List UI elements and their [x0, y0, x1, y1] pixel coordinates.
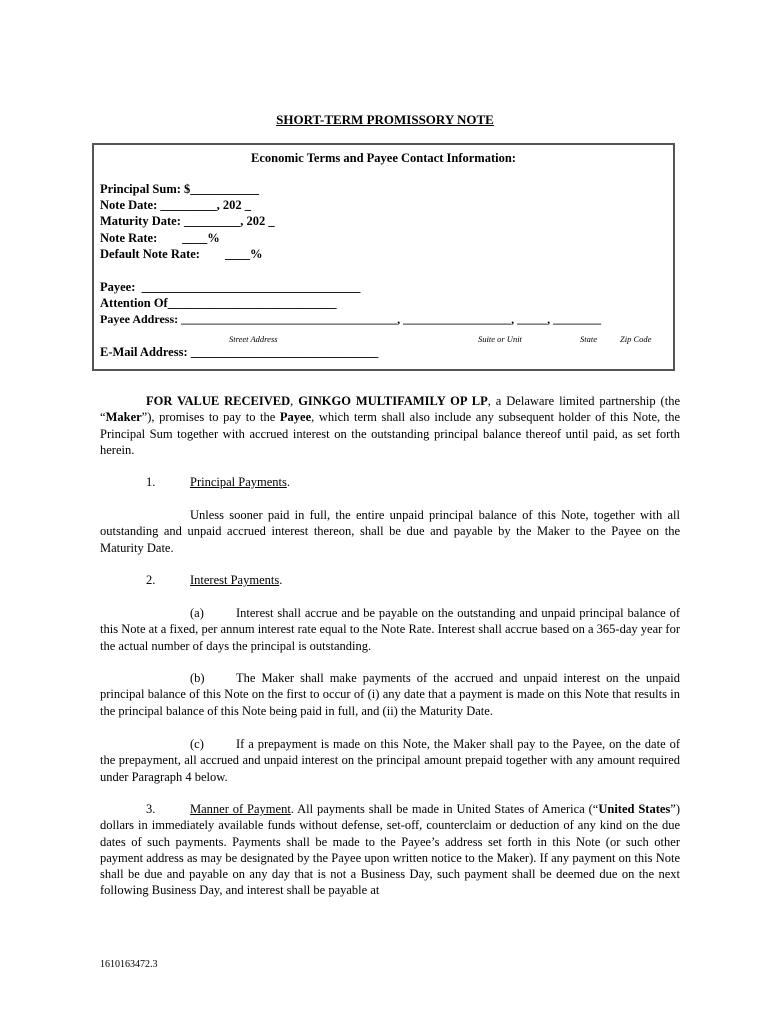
state-label: State — [580, 334, 597, 344]
section-1-paragraph: Unless sooner paid in full, the entire unpaid principal balance of this Note, together with all outstanding and unpaid accrued interest thereon, shall be due and payable by the Maker to the Payee on the Maturity Date. — [100, 508, 680, 555]
principal-sum-line: Principal Sum: $___________ — [100, 182, 260, 196]
section-3-part1: . All payments shall be made in United States of America (“ — [290, 802, 599, 816]
section-3-part2: ”) dollars in immediately available funds without defense, set-off, counterclaim or deduction of any kind on the due dates of such payments. Payments shall be made to the Payee’s address set forth in this Note (or such other payment address as may be designated by the Payee upon written notice to the Maker). If any payment on this Note shall be due and payable on any day that is not a Business Day, such payment shall be deemed due on the next following Business Day, and interest shall be payable at — [100, 802, 680, 898]
payee-address-line: Payee Address: ____________________________________, __________________, _____, ________ — [100, 312, 602, 326]
section-2a-paragraph: Interest shall accrue and be payable on the outstanding and unpaid principal balance of this Note at a fixed, per annum interest rate equal to the Note Rate. Interest shall accrue based on a 365-day year for the actual number of days the principal is outstanding. — [100, 606, 680, 653]
payee-defined-term: Payee — [279, 410, 312, 425]
united-states-defined-term: United States — [598, 802, 671, 816]
attention-line: Attention Of___________________________ — [100, 296, 337, 310]
section-3-number: 3. — [146, 802, 156, 816]
section-1-heading — [190, 474, 290, 490]
document-id-footer: 1610163472.3 — [100, 959, 158, 970]
section-2-heading — [190, 572, 282, 588]
section-3-paragraph — [100, 801, 680, 899]
for-value-received: FOR VALUE RECEIVED — [146, 394, 291, 408]
section-2-title: Interest Payments — [190, 573, 280, 587]
street-address-label: Street Address — [229, 334, 278, 344]
section-2-period: . — [279, 573, 283, 587]
section-2c-label: (c) — [190, 737, 204, 751]
preamble-paragraph — [100, 393, 680, 458]
zip-code-label: Zip Code — [620, 334, 652, 344]
suite-unit-label: Suite or Unit — [478, 334, 522, 344]
section-2-number: 2. — [146, 573, 156, 587]
section-2a-label: (a) — [190, 606, 204, 620]
preamble-part3: , which term shall also include any subsequent holder of this Note, the Principal Sum together with accrued interest on the outstanding principal balance thereof until paid, as set forth herein. — [100, 410, 680, 457]
section-2c-paragraph: If a prepayment is made on this Note, the Maker shall pay to the Payee, on the date of the prepayment, all accrued and unpaid interest on the principal amount prepaid together with any amount required under Paragraph 4 below. — [100, 737, 680, 784]
preamble-part1: , a Delaware limited partnership (the “ — [100, 394, 680, 425]
payee-line: Payee: ___________________________________ — [100, 280, 361, 294]
note-rate-line: Note Rate: ____% — [100, 231, 220, 245]
default-note-rate-line: Default Note Rate: ____% — [100, 247, 263, 261]
email-line: E-Mail Address: ______________________________ — [100, 345, 379, 359]
preamble-sep: , — [290, 394, 299, 408]
maker-defined-term: Maker — [105, 410, 142, 425]
document-title: SHORT-TERM PROMISSORY NOTE — [276, 112, 494, 127]
section-1-number: 1. — [146, 475, 156, 489]
maker-name: GINKGO MULTIFAMILY OP LP — [298, 394, 488, 408]
section-1-title: Principal Payments — [190, 475, 287, 489]
economic-terms-box — [92, 143, 675, 371]
section-2b-label: (b) — [190, 671, 205, 685]
maturity-date-line: Maturity Date: _________, 202 _ — [100, 214, 275, 228]
note-date-line: Note Date: _________, 202 _ — [100, 198, 252, 212]
terms-box-heading: Economic Terms and Payee Contact Information: — [251, 151, 516, 165]
preamble-part2: ”), promises to pay to the — [141, 410, 280, 425]
section-2b-paragraph: The Maker shall make payments of the accrued and unpaid interest on the unpaid principal balance of this Note on the first to occur of (i) any date that a payment is made on this Note that results in the principal balance of this Note being paid in full, and (ii) the Maturity Date. — [100, 671, 680, 718]
section-3-title: Manner of Payment — [190, 802, 291, 816]
section-1-period: . — [286, 475, 290, 489]
